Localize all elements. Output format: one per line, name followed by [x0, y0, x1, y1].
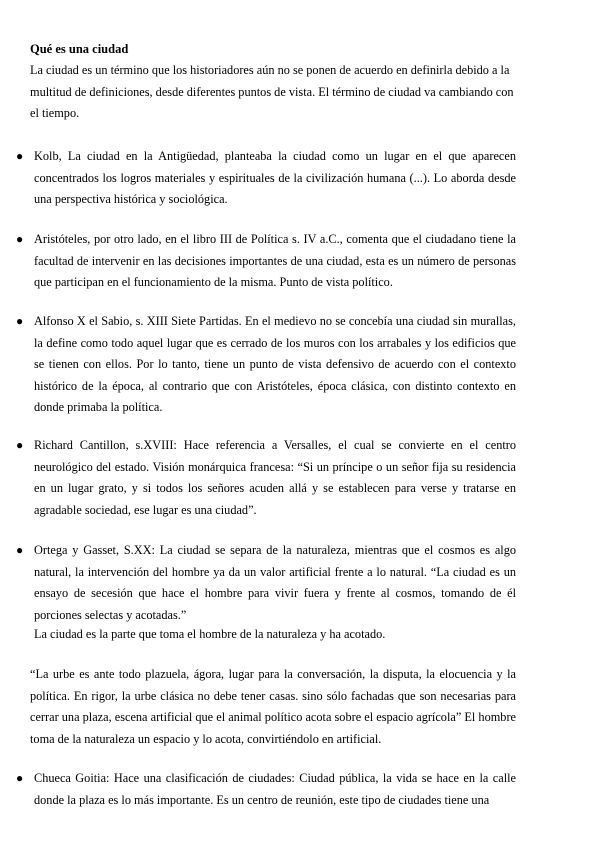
list-item-text: Chueca Goitia: Hace una clasificación de ciudades: Ciudad pública, la vida se hace en la calle donde la plaza es lo más importante. Es un centro de reunión, este tipo de ciudades tiene una [34, 771, 516, 807]
list-item-text: Aristóteles, por otro lado, en el libro III de Política s. IV a.C., comenta que el ciudadano tiene la facultad de intervenir en las decisiones importantes de una ciudad, esta es un número de personas que participan en el funcionamiento de la misma. Punto de vista político. [34, 232, 516, 289]
bullet-icon: ● [16, 543, 24, 557]
page-title: Qué es una ciudad [30, 42, 129, 56]
bullet-icon: ● [16, 771, 24, 785]
list-item-text: Kolb, La ciudad en la Antigüedad, planteaba la ciudad como un lugar en el que aparecen concentrados los logros materiales y espirituales de la civilización humana (...). Lo aborda desde una perspectiva histórica y sociológica. [34, 149, 516, 206]
list-item-text: Alfonso X el Sabio, s. XIII Siete Partidas. En el medievo no se concebía una ciudad sin murallas, la define como todo aquel lugar que es cerrado de los muros con los arrabales y los edificios que se tienen con ellos. Por lo tanto, tiene un punto de vista defensivo de acuerdo con el contexto histórico de la época, al contrario que con Aristóteles, época clásica, con distinto contexto en donde primaba la política. [34, 314, 516, 414]
bullet-icon: ● [16, 314, 24, 328]
ortega-note: La ciudad es la parte que toma el hombre de la naturaleza y ha acotado. [34, 627, 386, 641]
intro-paragraph: La ciudad es un término que los historiadores aún no se ponen de acuerdo en definirla debido a la multitud de definiciones, desde diferentes puntos de vista. El término de ciudad va cambiando con el tiempo. [30, 63, 514, 120]
list-item-text: Richard Cantillon, s.XVIII: Hace referencia a Versalles, el cual se convierte en el centro neurológico del estado. Visión monárquica francesa: “Si un príncipe o un señor fija su residencia en un lugar grato, y si todos los señores acuden allá y se establecen para verse y tratarse en agradable sociedad, ese lugar es una ciudad”. [34, 438, 516, 517]
quote-paragraph: “La urbe es ante todo plazuela, ágora, lugar para la conversación, la disputa, la elocuencia y la política. En rigor, la urbe clásica no debe tener casas. sino sólo fachadas que son necesarias para cerrar una plaza, escena artificial que el animal político acota sobre el espacio agrícola” El hombre toma de la naturaleza un espacio y lo acota, convirtiéndolo en artificial. [30, 667, 516, 746]
list-item-text: Ortega y Gasset, S.XX: La ciudad se separa de la naturaleza, mientras que el cosmos es algo natural, la intervención del hombre ya da un valor artificial frente a lo natural. “La ciudad es un ensayo de secesión que hace el hombre para vivir fuera y frente al cosmos, tomando de él porciones selectas y acotadas.” [34, 543, 516, 622]
bullet-icon: ● [16, 438, 24, 452]
bullet-icon: ● [16, 149, 24, 163]
bullet-icon: ● [16, 232, 24, 246]
